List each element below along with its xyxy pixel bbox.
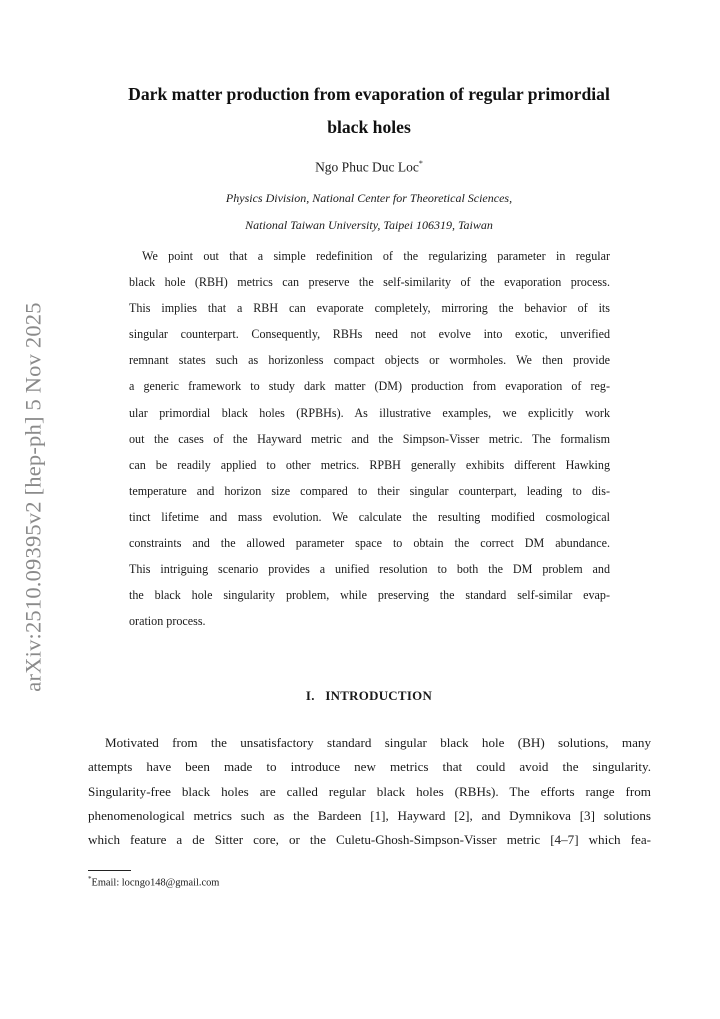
body-text-line: phenomenological metrics such as the Bardeen [1], Hayward [2], and Dymnikova [3] solutions — [88, 807, 651, 823]
abstract-line: black hole (RBH) metrics can preserve the self-similarity of the evaporation process. — [129, 275, 610, 290]
abstract-line: remnant states such as horizonless compact objects or wormholes. We then provide — [129, 353, 610, 368]
footnote — [88, 875, 219, 888]
abstract-line: out the cases of the Hayward metric and the Simpson-Visser metric. The formalism — [129, 431, 610, 446]
author-name: Ngo Phuc Duc Loc — [315, 159, 419, 175]
abstract-line: constraints and the allowed parameter space to obtain the correct DM abundance. — [129, 536, 610, 551]
abstract-line: a generic framework to study dark matter (DM) production from evaporation of reg- — [129, 379, 610, 394]
author — [88, 159, 650, 176]
arxiv-identifier-stamp — [14, 297, 54, 697]
paper-title-line-1: Dark matter production from evaporation of regular primordial — [128, 84, 610, 104]
footnote-rule — [88, 870, 131, 871]
abstract-line: tinct lifetime and mass evolution. We calculate the resulting modified cosmological — [129, 509, 610, 524]
affiliation — [88, 185, 650, 238]
abstract-line: We point out that a simple redefinition of the regularizing parameter in regular — [142, 249, 610, 263]
section-heading — [88, 689, 650, 704]
paper-title — [88, 78, 650, 144]
paper-title-line-2: black holes — [327, 117, 411, 137]
body-text-line: Singularity-free black holes are called regular black holes (RBHs). The efforts range from — [88, 783, 651, 799]
body-text-line: Motivated from the unsatisfactory standard singular black hole (BH) solutions, many — [105, 735, 651, 750]
footnote-mark: * — [88, 875, 92, 883]
abstract — [129, 243, 610, 634]
body-text-line: attempts have been made to introduce new metrics that could avoid the singularity. — [88, 759, 651, 775]
abstract-line: can be readily applied to other metrics. RPBH generally exhibits different Hawking — [129, 457, 610, 472]
footnote-text: Email: locngo148@gmail.com — [91, 877, 220, 889]
abstract-line: the black hole singularity problem, while preserving the standard self-similar evap- — [129, 588, 610, 603]
arxiv-identifier-text: arXiv:2510.09395v2 [hep-ph] 5 Nov 2025 — [21, 302, 47, 692]
body-text-line: which feature a de Sitter core, or the Culetu-Ghosh-Simpson-Visser metric [4–7] which fea- — [88, 832, 651, 848]
affiliation-line-2: National Taiwan University, Taipei 106319, Taiwan — [245, 217, 493, 232]
abstract-line: oration process. — [129, 614, 206, 629]
abstract-line: singular counterpart. Consequently, RBHs need not evolve into exotic, unverified — [129, 327, 610, 342]
abstract-line: ular primordial black holes (RPBHs). As illustrative examples, we explicitly work — [129, 405, 610, 420]
section-title: INTRODUCTION — [325, 689, 433, 703]
abstract-line: This implies that a RBH can evaporate completely, mirroring the behavior of its — [129, 301, 610, 316]
section-number: I. — [305, 689, 315, 703]
abstract-line: This intriguing scenario provides a unified resolution to both the DM problem and — [129, 562, 610, 577]
introduction-body — [88, 731, 651, 852]
affiliation-line-1: Physics Division, National Center for Theoretical Sciences, — [225, 191, 513, 205]
abstract-line: temperature and horizon size compared to their singular counterpart, leading to dis- — [129, 483, 610, 498]
author-footnote-mark: * — [418, 159, 423, 168]
